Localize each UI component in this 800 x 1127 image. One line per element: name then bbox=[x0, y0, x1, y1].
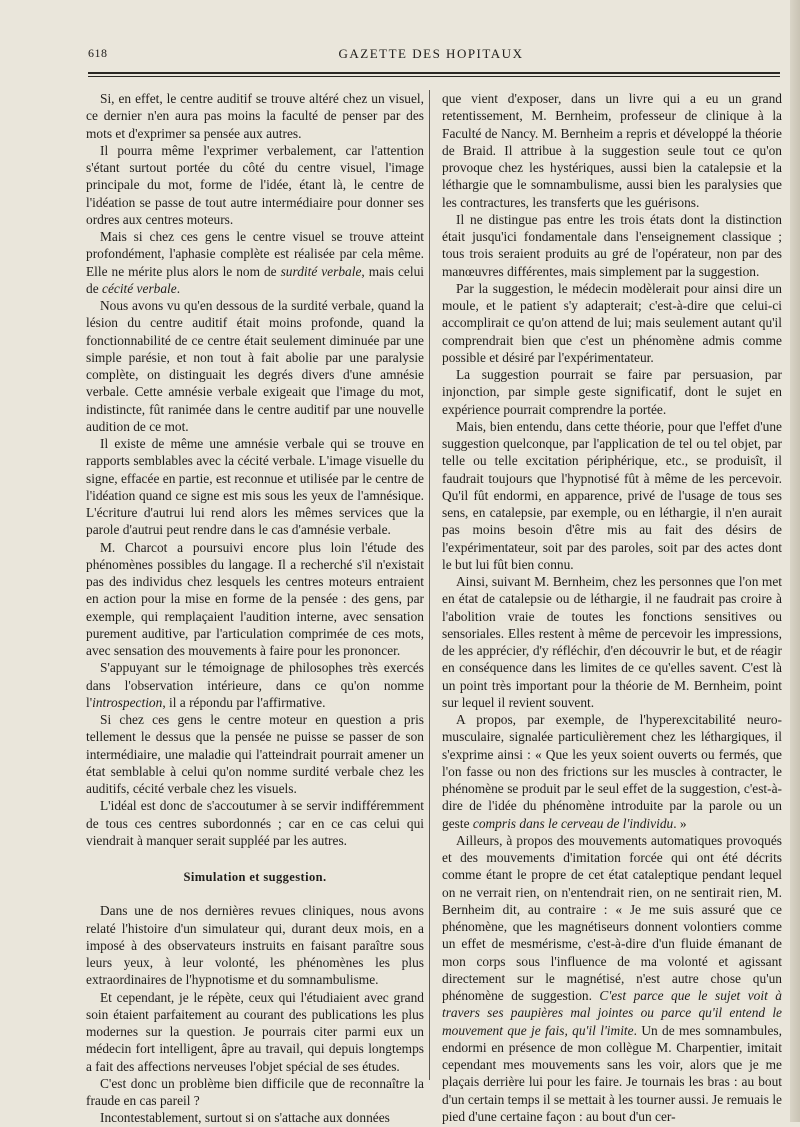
paragraph: Par la suggestion, le médecin modèlerait pour ainsi dire un moule, et le patient s'y adapterait; c'est-à-dire que celui-ci accomplirait ce qu'on attend de lui; mais seulement autant qu'il comprendrait bien que c'est un phénomène admis comme possible et désiré par l'expérimentateur. bbox=[442, 280, 782, 365]
emphasis: compris dans le cerveau de l'individu bbox=[472, 815, 674, 831]
paragraph: C'est donc un problème bien difficile que de reconnaître la fraude en cas pareil ? bbox=[86, 1075, 424, 1108]
paragraph: Il ne distingue pas entre les trois états dont la distinction était jusqu'ici fondamentale dans l'enseignement classique ; tous trois seraient produits au gré de l'opérateur, non par des manœuvres différentes, mais simplement par la suggestion. bbox=[442, 211, 782, 279]
header-rule-thin bbox=[88, 76, 780, 77]
page-header bbox=[88, 46, 774, 68]
paragraph: Ainsi, suivant M. Bernheim, chez les personnes que l'on met en état de catalepsie ou de léthargie, il ne faudrait pas croire à l'abolition vraie de toutes les fonctions sensitives ou sensoriales. Elles restent à même de percevoir les impressions, de les apprécier, d'y réfléchir, d'en découvrir le but, et de réagir en conséquence dans les limites de ce qu'elles savent. C'est là un point très important pour la théorie de M. Bernheim, point sur lequel il revient souvent. bbox=[442, 574, 782, 710]
page-number: 618 bbox=[88, 46, 108, 60]
header-rule-thick bbox=[88, 72, 780, 74]
paragraph: Mais si chez ces gens le centre visuel se trouve atteint profondément, l'aphasie complète est réalisée par cela même. Elle ne mérite plus alors le nom de surdité verbale, mais celui de cécité verbale. bbox=[86, 229, 424, 296]
emphasis: surdité verbale bbox=[280, 263, 362, 279]
paragraph: Il pourra même l'exprimer verbalement, car l'attention s'étant surtout portée du côté du centre visuel, l'image principale du mot, forme de l'idée, étant là, le centre de l'idéation se passe de tout autre intermédiaire pour donner ses ordres aux centres moteurs. bbox=[86, 142, 424, 227]
page-edge bbox=[790, 0, 800, 1122]
paragraph: Il existe de même une amnésie verbale qui se trouve en rapports semblables avec la cécité verbale. L'image visuelle du signe, effacée en partie, est reconnue et utilisée par le centre de l'idéation quand ce signe est mis sous les yeux de l'amnésique. L'écriture d'autrui lui rend alors les mêmes services que la parole d'autrui peut rendre dans le cas d'amnésie verbale. bbox=[86, 436, 424, 538]
emphasis: cécité verbale bbox=[102, 280, 177, 296]
paragraph-continued: que vient d'exposer, dans un livre qui a eu un grand retentissement, M. Bernheim, professeur de clinique à la Faculté de Nancy. M. Bernheim a repris et développé la théorie de Braid. Il attribue à la suggestion seule tout ce qu'on provoque chez les hystériques, aussi bien la catalepsie et la léthargie que le somnambulisme, aussi bien les paralysies que les contractures, les transferts que les guérisons. bbox=[442, 91, 782, 210]
paragraph: Si chez ces gens le centre moteur en question a pris tellement le dessus que la pensée ne puisse se passer de son intermédiaire, une maladie qui l'atteindrait pourrait amener un état semblable à celui qu'on nomme surdité verbale chez les auditifs, cécité verbale chez les visuels. bbox=[86, 712, 424, 796]
paragraph: L'idéal est donc de s'accoutumer à se servir indifféremment de tous ces centres subordonnés ; car en ce cas celui qui viendrait à manquer serait suppléé par les autres. bbox=[86, 798, 424, 848]
column-divider bbox=[429, 90, 430, 1080]
paragraph: Et cependant, je le répète, ceux qui l'étudiaient avec grand soin étaient parfaitement au courant des publications les plus modernes sur la question. Je pourrais citer parmi eux un médecin fort intelligent, âpre au travail, qui depuis longtemps a fait des affections nerveuses l'objet spécial de ses études. bbox=[86, 989, 424, 1074]
left-column bbox=[86, 90, 424, 1127]
paragraph: La suggestion pourrait se faire par persuasion, par injonction, par simple geste significatif, dont le sujet en expérience pourrait comprendre la portée. bbox=[442, 367, 782, 417]
section-heading: Simulation et suggestion. bbox=[183, 870, 327, 884]
paragraph: Incontestablement, surtout si on s'attache aux données bbox=[100, 1110, 390, 1126]
paragraph: S'appuyant sur le témoignage de philosophes très exercés dans l'observation intérieure, dans ce qu'on nomme l'introspection, il a répondu par l'affirmative. bbox=[86, 660, 424, 710]
journal-title: GAZETTE DES HOPITAUX bbox=[338, 46, 524, 61]
paragraph: Ailleurs, à propos des mouvements automatiques provoqués et des mouvements d'imitation forcée qui ont été décrits comme étant le propre de cet état cataleptique pendant lequel on ne verrait rien, on n'entendrait rien, on ne sentirait rien, M. Bernheim dit, au contraire : « Je me suis assuré que ce phénomène, que les magnétiseurs donnent volontiers comme un effet de mesmérisme, c'est-à-dire d'un fluide émanant de mon corps sous l'influence de ma volonté et agissant directement sur le magnétisé, n'est autre chose qu'un phénomène de suggestion. C'est parce que le sujet voit à travers ses paupières mal jointes ou parce qu'il entend le mouvement que je fais, qu'il l'imite. Un de mes somnambules, endormi en présence de mon collègue M. Charpentier, imitait cependant mes mouvements sans les voir, alors que je me plaçais derrière lui pour les faire. Je tournais les bras : au bout d'un certain temps il se mettait à les tourner aussi. Je remuais le pied d'une certaine façon : au bout d'un cer- bbox=[442, 832, 782, 1124]
right-column bbox=[442, 90, 782, 1125]
paragraph: A propos, par exemple, de l'hyperexcitabilité neuro-musculaire, signalée particulièrement chez les léthargiques, il s'exprime ainsi : « Que les yeux soient ouverts ou fermés, que l'on fasse ou non des frictions sur les muscles à contracter, le phénomène se produit par le seul effet de la suggestion, c'est-à-dire de l'idée du phénomène introduite par la parole ou un geste compris dans le cerveau de l'individu. » bbox=[442, 712, 782, 831]
paragraph: Mais, bien entendu, dans cette théorie, pour que l'effet d'une suggestion quelconque, par l'application de tel ou tel objet, par telle ou telle excitation périphérique, etc., se produisît, il faudrait toujours que l'hypnotisé fût à même de les percevoir. Qu'il fût endormi, en apparence, privé de l'usage de tous ses sens, en catalepsie, par exemple, ou en léthargie, il n'en aurait pas moins besoin d'être mis au fait des désirs de l'expérimentateur, soit par des paroles, soit par des actes dont le but lui fût bien connu. bbox=[442, 418, 782, 572]
paragraph: Nous avons vu qu'en dessous de la surdité verbale, quand la lésion du centre auditif était moins profonde, quand la fonctionnabilité de ce centre était seulement diminuée par une simple parésie, et non tout à fait abolie par une paralysie complète, on distinguait les degrés divers d'une amnésie verbale. Cette amnésie verbale exigeait que l'image du mot, indistincte, fût ranimée dans le centre auditif par une nouvelle audition de ce mot. bbox=[86, 298, 424, 434]
emphasis: C'est parce que le sujet voit à travers ses paupières mal jointes ou parce qu'il entend le mouvement que je fais, qu'il l'imite bbox=[442, 988, 782, 1038]
paragraph: M. Charcot a poursuivi encore plus loin l'étude des phénomènes possibles du langage. Il a recherché s'il n'existait pas des individus chez lesquels les centres moteurs entraient en action pour la mise en forme de la pensée : des gens, par exemple, qui remplaçaient l'audition interne, avec sensation purement auditive, par l'articulation comprimée de ces mots, avec sensation des mouvements à faire pour les prononcer. bbox=[86, 539, 424, 658]
emphasis: introspection bbox=[92, 694, 163, 710]
paragraph: Dans une de nos dernières revues cliniques, nous avons relaté l'histoire d'un simulateur qui, durant deux mois, en a imposé à des observateurs instruits en faisant paraître sous leurs yeux, à leur volonté, les phénomènes les plus extraordinaires de l'hypnotisme et du somnambulisme. bbox=[86, 903, 424, 988]
paragraph: Si, en effet, le centre auditif se trouve altéré chez un visuel, ce dernier n'en aura pas moins la faculté de penser par des mots et d'exprimer sa pensée aux autres. bbox=[86, 91, 424, 141]
